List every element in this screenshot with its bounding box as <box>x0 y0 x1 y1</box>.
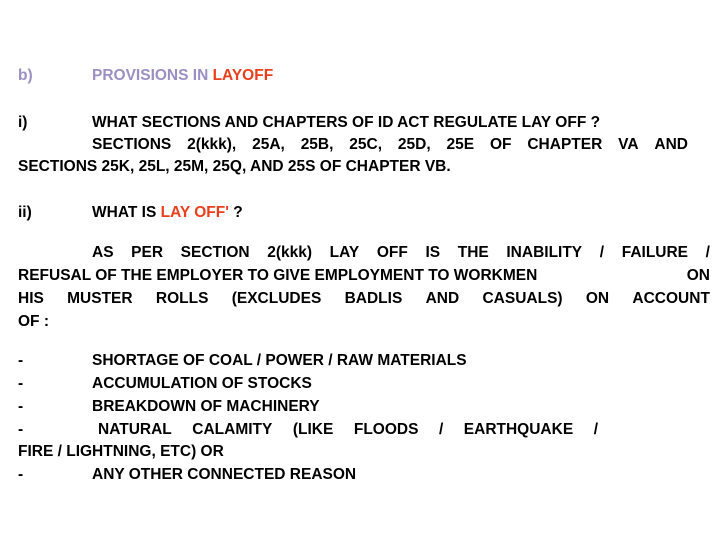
q1-question: WHAT SECTIONS AND CHAPTERS OF ID ACT REGULATE LAY OFF ? <box>92 114 601 131</box>
word: IS <box>425 244 441 261</box>
word: CHAPTER <box>527 136 603 153</box>
q2-question-highlight: LAY OFF' <box>160 204 229 221</box>
q2-marker: ii) <box>18 204 32 221</box>
q2-answer-line2 <box>18 266 710 286</box>
word: FAILURE <box>621 244 689 261</box>
bullet-item: BREAKDOWN OF MACHINERY <box>92 398 320 415</box>
word: AND <box>654 136 688 153</box>
word: CALAMITY <box>192 421 273 438</box>
word: 2(kkk) <box>267 244 313 261</box>
word: REFUSAL OF THE EMPLOYER TO GIVE EMPLOYMENT TO WORKMEN <box>18 267 538 284</box>
word: AS <box>92 244 114 261</box>
q2-answer-line3 <box>18 289 710 309</box>
word: 25E <box>446 136 475 153</box>
bullet-dash: - <box>18 466 24 483</box>
word: ON <box>686 267 710 284</box>
word: AND <box>425 290 460 307</box>
word: SECTIONS <box>92 136 172 153</box>
word: VA <box>618 136 639 153</box>
word: THE <box>457 244 489 261</box>
q1-answer-line1 <box>92 135 688 155</box>
bullet-item: ANY OTHER CONNECTED REASON <box>92 466 357 483</box>
bullet-dash: - <box>18 398 24 415</box>
q2-answer-line4: OF : <box>18 313 49 330</box>
section-title-prefix: PROVISIONS IN <box>92 67 209 84</box>
word: / <box>593 421 598 438</box>
bullet-item: ACCUMULATION OF STOCKS <box>92 375 312 392</box>
q2-question-suffix: ? <box>233 204 243 221</box>
word: OFF <box>376 244 408 261</box>
word: / <box>599 244 605 261</box>
word: BADLIS <box>344 290 403 307</box>
word: EARTHQUAKE <box>463 421 574 438</box>
word: CASUALS) <box>482 290 563 307</box>
q1-marker: i) <box>18 114 28 131</box>
q2-question-prefix: WHAT IS <box>92 204 157 221</box>
bullet-dash: - <box>18 352 24 369</box>
word: MUSTER <box>67 290 133 307</box>
word: 25A, <box>252 136 285 153</box>
bullet-dash: - <box>18 375 24 392</box>
word: INABILITY <box>506 244 583 261</box>
word: ON <box>585 290 610 307</box>
word: 25D, <box>397 136 431 153</box>
word: 2(kkk), <box>187 136 237 153</box>
word: LAY <box>329 244 360 261</box>
word: / <box>705 244 710 261</box>
section-title-highlight: LAYOFF <box>212 67 274 84</box>
bullet-dash: - <box>18 421 24 438</box>
q2-question <box>92 203 243 223</box>
word: ACCOUNT <box>632 290 710 307</box>
word: FLOODS <box>353 421 419 438</box>
word: ROLLS <box>155 290 209 307</box>
word: SECTION <box>180 244 250 261</box>
bullet-calamity-line2: FIRE / LIGHTNING, ETC) OR <box>18 443 224 460</box>
word: / <box>438 421 444 438</box>
word: OF <box>489 136 512 153</box>
word: HIS <box>18 290 44 307</box>
word: (EXCLUDES <box>231 290 322 307</box>
word: PER <box>131 244 164 261</box>
q2-answer-line1 <box>92 243 710 263</box>
section-title <box>92 66 273 86</box>
word: 25B, <box>300 136 334 153</box>
word: 25C, <box>349 136 383 153</box>
word: NATURAL <box>98 421 172 438</box>
bullet-calamity-line1 <box>98 420 598 440</box>
word: (LIKE <box>292 421 334 438</box>
bullet-item: SHORTAGE OF COAL / POWER / RAW MATERIALS <box>92 352 467 369</box>
section-marker: b) <box>18 67 33 84</box>
q1-answer-line2: SECTIONS 25K, 25L, 25M, 25Q, AND 25S OF CHAPTER VB. <box>18 158 451 175</box>
